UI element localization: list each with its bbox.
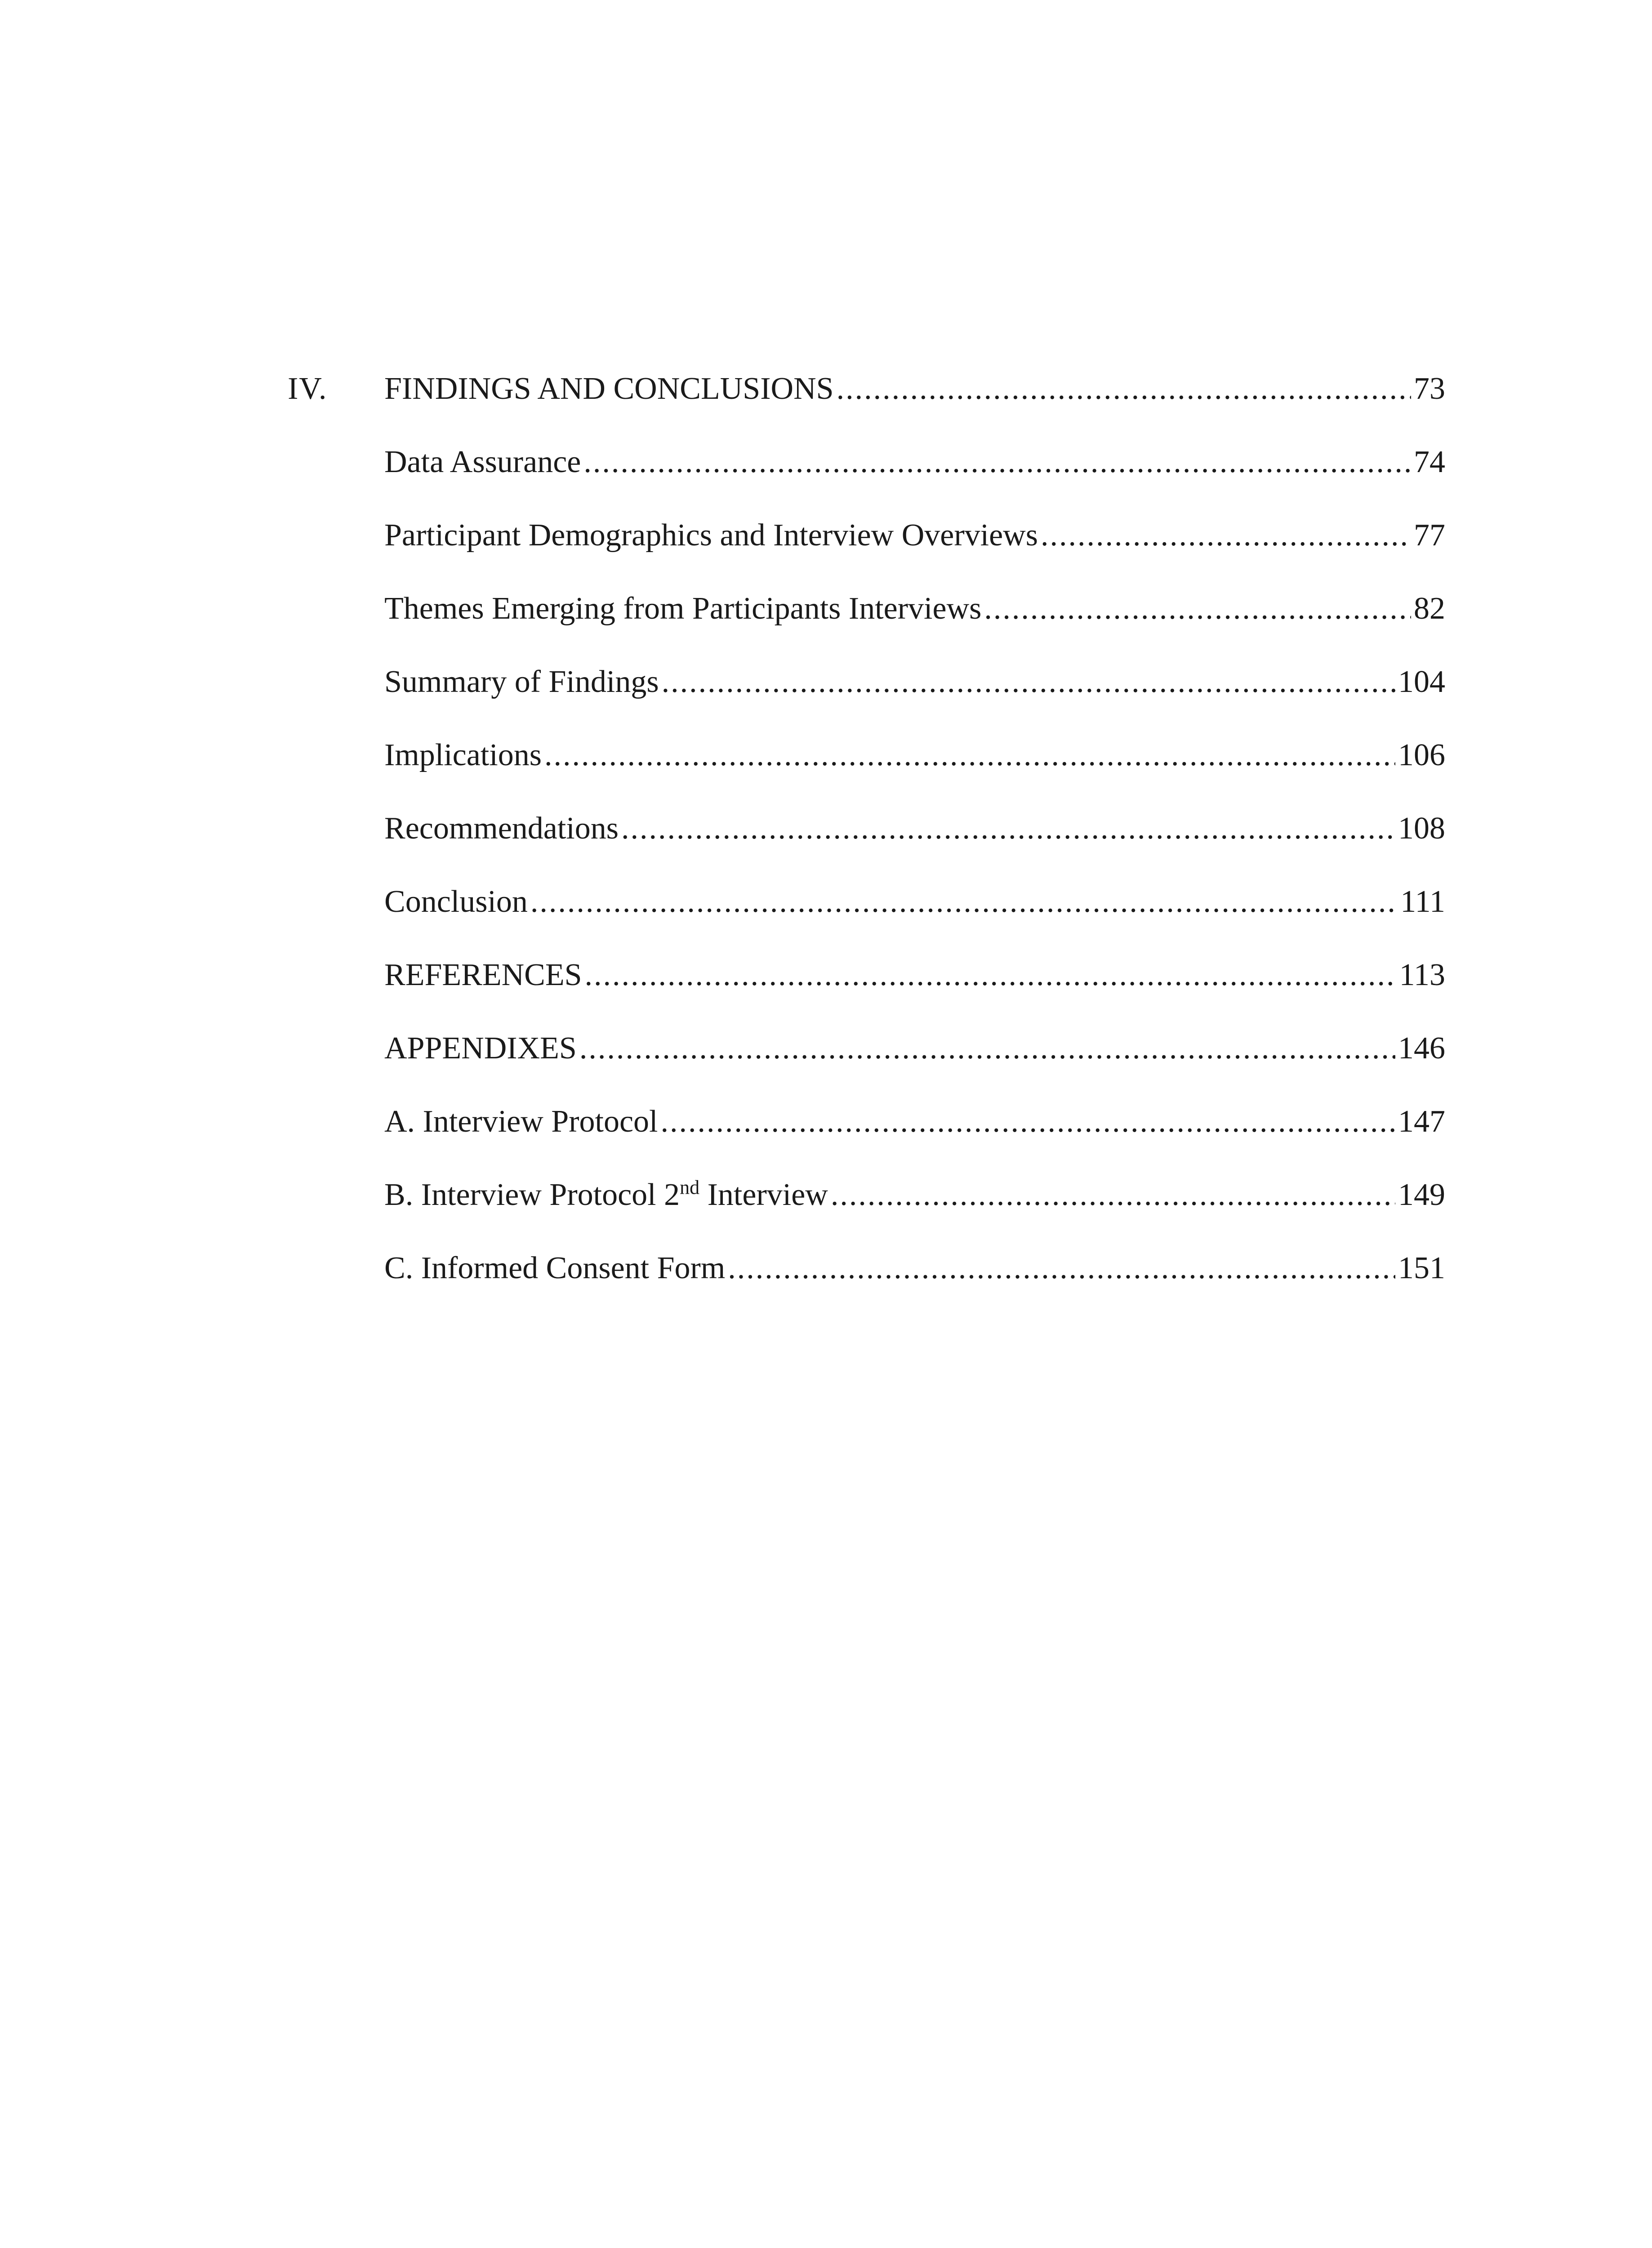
dot-leader	[544, 735, 1395, 776]
toc-entry-themes[interactable]	[384, 589, 1445, 629]
dot-leader	[1041, 515, 1411, 556]
toc-entry-title: Participant Demographics and Interview Overviews	[384, 518, 1038, 553]
toc-entry-page: 73	[1414, 371, 1445, 406]
toc-entry-title: Data Assurance	[384, 445, 581, 479]
toc-entry-title: FINDINGS AND CONCLUSIONS	[384, 371, 834, 406]
dot-leader	[662, 662, 1395, 702]
toc-entry-page: 149	[1398, 1178, 1445, 1212]
title-part: Interview	[699, 1178, 828, 1212]
toc-entry-page: 111	[1400, 884, 1445, 919]
toc-entry-references[interactable]	[384, 955, 1445, 995]
toc-entry-summary-of-findings[interactable]	[384, 662, 1445, 702]
dot-leader	[621, 808, 1395, 849]
toc-entry-title: C. Informed Consent Form	[384, 1251, 726, 1285]
toc-entry-data-assurance[interactable]	[384, 442, 1445, 482]
toc-entry-appendix-a[interactable]	[384, 1102, 1445, 1142]
toc-entry-page: 113	[1399, 958, 1445, 992]
dot-leader	[583, 442, 1411, 482]
toc-entry-page: 77	[1414, 518, 1445, 553]
toc-entry-page: 108	[1398, 811, 1445, 846]
toc-entry-title: Recommendations	[384, 811, 619, 846]
toc-entry-appendixes[interactable]	[384, 1028, 1445, 1069]
toc-entry-title: REFERENCES	[384, 958, 582, 992]
toc-entry-title: APPENDIXES	[384, 1031, 577, 1066]
toc-entries	[384, 369, 1445, 1321]
chapter-number: IV.	[288, 371, 328, 406]
toc-entry-page: 146	[1398, 1031, 1445, 1066]
toc-entry-recommendations[interactable]	[384, 808, 1445, 849]
toc-entry-participant-demographics[interactable]	[384, 515, 1445, 556]
toc-entry-title: A. Interview Protocol	[384, 1104, 658, 1139]
toc-entry-appendix-c[interactable]	[384, 1248, 1445, 1289]
ordinal-superscript: nd	[680, 1176, 700, 1199]
toc-entry-page: 151	[1398, 1251, 1445, 1285]
toc-entry-appendix-b[interactable]	[384, 1175, 1445, 1215]
toc-entry-implications[interactable]	[384, 735, 1445, 776]
dot-leader	[579, 1028, 1395, 1069]
toc-entry-title: Implications	[384, 738, 542, 772]
dot-leader	[831, 1175, 1395, 1215]
dot-leader	[984, 589, 1411, 629]
title-part: B. Interview Protocol 2	[384, 1178, 680, 1212]
toc-entry-title: Themes Emerging from Participants Interviews	[384, 591, 982, 626]
dot-leader	[660, 1102, 1395, 1142]
toc-entry-title	[384, 1175, 828, 1215]
dot-leader	[530, 882, 1398, 922]
dot-leader	[837, 369, 1411, 409]
toc-entry-conclusion[interactable]	[384, 882, 1445, 922]
toc-entry-title: Summary of Findings	[384, 665, 659, 699]
toc-entry-page: 82	[1414, 591, 1445, 626]
dot-leader	[728, 1248, 1395, 1289]
toc-entry-title: Conclusion	[384, 884, 528, 919]
toc-entry-page: 106	[1398, 738, 1445, 772]
toc-entry-chapter[interactable]	[384, 369, 1445, 409]
toc-entry-page: 74	[1414, 445, 1445, 479]
toc-entry-page: 104	[1398, 665, 1445, 699]
toc-entry-page: 147	[1398, 1104, 1445, 1139]
dot-leader	[585, 955, 1397, 995]
